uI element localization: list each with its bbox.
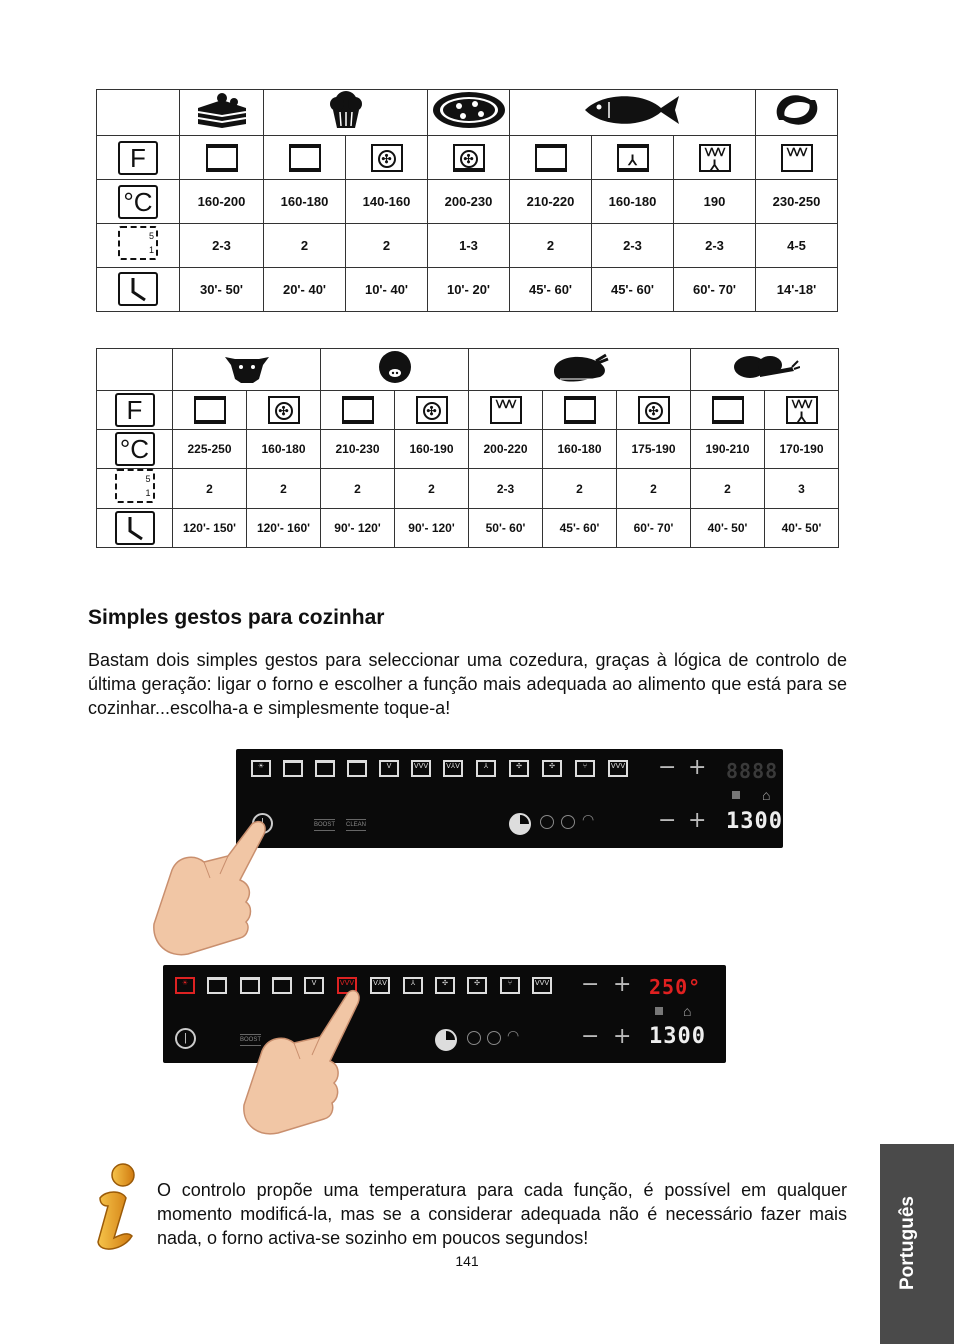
top-bottom-heat-icon [206,144,238,172]
time-cell: 40'- 50' [765,509,839,548]
function-cell [469,391,543,430]
stop-icon[interactable] [561,815,575,829]
temp-cell: 160-180 [592,180,674,224]
fan-oven-icon: ✣ [268,396,300,424]
timer-icon[interactable] [435,1029,457,1051]
level-cell: 1-3 [428,224,510,268]
fan-oven-icon: ✣ [638,396,670,424]
time-cell: 120'- 150' [173,509,247,548]
top-bottom-heat-icon [535,144,567,172]
function-cell [756,136,838,180]
wifi-icon[interactable]: ◠ [507,1027,520,1043]
beef-icon [173,349,321,391]
timer-icon[interactable] [509,813,531,835]
time-cell: 120'- 160' [247,509,321,548]
time-cell: 60'- 70' [674,268,756,312]
function-cell [346,136,428,180]
control-panel-off [236,749,783,848]
function-cell [510,136,592,180]
function-cell [617,391,691,430]
plus-button[interactable]: + [688,755,707,780]
function-cell [543,391,617,430]
function-key[interactable]: ᐯ [304,977,324,994]
function-cell [765,391,839,430]
temp-cell: 160-180 [247,430,321,469]
time-cell: 20'- 40' [264,268,346,312]
info-icon [92,1162,142,1254]
function-cell [247,391,321,430]
cake-icon [180,90,264,136]
header-empty-cell [97,349,173,391]
function-cell [674,136,756,180]
temperature-display: 250° [649,975,702,999]
level-cell: 2-3 [592,224,674,268]
function-key[interactable]: ᐯᐯᐯ [411,760,431,777]
function-key[interactable]: ⑂ [575,760,595,777]
time-cell: 45'- 60' [543,509,617,548]
level-cell: 2 [617,469,691,509]
function-key[interactable] [347,760,367,777]
top-bottom-heat-icon [342,396,374,424]
level-cell: 4-5 [756,224,838,268]
fan-oven-icon: ✣ [371,144,403,172]
shelf-level-icon: 5 1 [118,226,158,260]
function-icon: F [118,141,158,175]
home-icon: ⌂ [683,1003,692,1019]
level-cell: 2 [346,224,428,268]
time-cell: 60'- 70' [617,509,691,548]
door-lock-icon [655,1007,663,1015]
grill-icon: ᐯᐯᐯ [781,144,813,172]
temp-cell: 200-230 [428,180,510,224]
minus-button[interactable]: − [658,755,677,780]
temp-cell: 160-180 [543,430,617,469]
function-cell [428,136,510,180]
time-cell: 45'- 60' [510,268,592,312]
vegetables-icon [691,349,839,391]
clock-icon [115,511,155,545]
cooking-table-1 [96,89,838,312]
pork-icon [321,349,469,391]
grill-fan-icon: ᐯᐯᐯ ⅄ [786,396,818,424]
level-cell: 2 [247,469,321,509]
function-cell [180,136,264,180]
function-cell [264,136,346,180]
pizza-icon [428,90,510,136]
muffin-icon [264,90,428,136]
temp-cell: 160-180 [264,180,346,224]
top-bottom-heat-icon [289,144,321,172]
temp-cell: 210-220 [510,180,592,224]
cooking-table-2 [96,348,839,548]
temperature-icon: °C [118,185,158,219]
function-key[interactable]: ⑂ [500,977,520,994]
time-row-label [97,268,180,312]
level-cell: 2 [173,469,247,509]
boost-button[interactable]: BOOST [240,1034,261,1046]
function-cell [395,391,469,430]
function-key-selected[interactable]: ᐯᐯᐯ [337,977,357,994]
temp-cell: 190-210 [691,430,765,469]
time-display: 1300 [726,809,783,834]
temperature-icon: °C [115,432,155,466]
pointing-hand-illustration [148,808,278,958]
level-cell: 2 [264,224,346,268]
temp-cell: 170-190 [765,430,839,469]
function-row-label [97,391,173,430]
grill-fan-icon: ᐯᐯᐯ ⅄ [699,144,731,172]
level-row-label [97,469,173,509]
temp-cell: 160-190 [395,430,469,469]
time-cell: 14'-18' [756,268,838,312]
time-cell: 45'- 60' [592,268,674,312]
top-bottom-heat-icon [564,396,596,424]
temp-cell: 190 [674,180,756,224]
language-label: Português [897,1196,918,1290]
function-key[interactable]: ⅄ [476,760,496,777]
sound-icon[interactable] [467,1031,481,1045]
function-key[interactable]: ✣ [467,977,487,994]
temperature-row-label [97,180,180,224]
pointing-hand-illustration [236,985,366,1137]
function-key[interactable] [315,760,335,777]
function-cell [691,391,765,430]
function-cell [592,136,674,180]
time-cell: 10'- 40' [346,268,428,312]
section-heading: Simples gestos para cozinhar [88,606,385,629]
level-cell: 2 [395,469,469,509]
temperature-display: 8888 [726,759,779,783]
level-cell: 2 [691,469,765,509]
temperature-row-label [97,430,173,469]
time-cell: 40'- 50' [691,509,765,548]
level-cell: 2 [321,469,395,509]
shelf-level-icon: 5 1 [115,469,155,503]
level-cell: 3 [765,469,839,509]
function-key[interactable] [283,760,303,777]
function-key[interactable]: ᐯ⅄ᐯ [370,977,390,994]
time-cell: 90'- 120' [395,509,469,548]
fan-assisted-icon: ⅄ [617,144,649,172]
function-key[interactable] [207,977,227,994]
minus-button[interactable]: − [581,1024,600,1049]
temp-cell: 225-250 [173,430,247,469]
level-cell: 2-3 [180,224,264,268]
time-cell: 90'- 120' [321,509,395,548]
level-cell: 2-3 [469,469,543,509]
clock-icon [118,272,158,306]
plus-button[interactable]: + [688,808,707,833]
level-cell: 2-3 [674,224,756,268]
function-row-label [97,136,180,180]
function-cell [321,391,395,430]
time-cell: 50'- 60' [469,509,543,548]
boost-button[interactable]: BOOST [314,819,335,831]
sound-icon[interactable] [540,815,554,829]
temp-cell: 140-160 [346,180,428,224]
fan-bottom-heat-icon: ✣ [453,144,485,172]
sausage-icon [756,90,838,136]
time-cell: 10'- 20' [428,268,510,312]
level-cell: 2 [543,469,617,509]
plus-button[interactable]: + [613,1024,632,1049]
home-icon: ⌂ [762,787,771,803]
time-display: 1300 [649,1024,706,1049]
function-key[interactable]: ᐯ⅄ᐯ [443,760,463,777]
grill-icon: ᐯᐯᐯ [490,396,522,424]
temp-cell: 210-230 [321,430,395,469]
intro-paragraph: Bastam dois simples gestos para seleccionar uma cozedura, graças à lógica de controlo de última geração: ligar o forno e escolher a função mais adequada ao alimento que está para se cozinhar...escolha-a e simplesmente toque-a! [88,650,847,718]
page-number: 141 [455,1253,479,1269]
stop-icon[interactable] [487,1031,501,1045]
info-note: O controlo propõe uma temperatura para cada função, é possível em qualquer momento modificá-la, mas se a considerar adequada não é necessário fazer mais nada, o forno activa-se sozinho em poucos segundos! [157,1180,847,1248]
function-key[interactable]: ᐯ [379,760,399,777]
function-icon: F [115,393,155,427]
level-cell: 2 [510,224,592,268]
minus-button[interactable]: − [581,972,600,997]
time-row-label [97,509,173,548]
function-key[interactable]: ✣ [509,760,529,777]
light-key-active[interactable]: ☀ [175,977,195,994]
function-key[interactable]: ✣ [542,760,562,777]
light-key[interactable]: ☀ [251,760,271,777]
level-row-label [97,224,180,268]
power-button[interactable]: | [175,1028,196,1049]
function-cell [173,391,247,430]
roast-chicken-icon [469,349,691,391]
function-key[interactable]: ⅄ [403,977,423,994]
wifi-icon[interactable]: ◠ [582,811,595,827]
fish-icon [510,90,756,136]
top-bottom-heat-icon [712,396,744,424]
function-key[interactable]: ᐯᐯᐯ [532,977,552,994]
door-lock-icon [732,791,740,799]
function-key[interactable]: ᐯᐯᐯ [608,760,628,777]
temp-cell: 160-200 [180,180,264,224]
temp-cell: 200-220 [469,430,543,469]
time-cell: 30'- 50' [180,268,264,312]
plus-button[interactable]: + [613,972,632,997]
function-key[interactable]: ✣ [435,977,455,994]
header-empty-cell [97,90,180,136]
fan-oven-icon: ✣ [416,396,448,424]
clean-button[interactable]: CLEAN [346,819,366,831]
temp-cell: 175-190 [617,430,691,469]
top-bottom-heat-icon [194,396,226,424]
temp-cell: 230-250 [756,180,838,224]
minus-button[interactable]: − [658,808,677,833]
